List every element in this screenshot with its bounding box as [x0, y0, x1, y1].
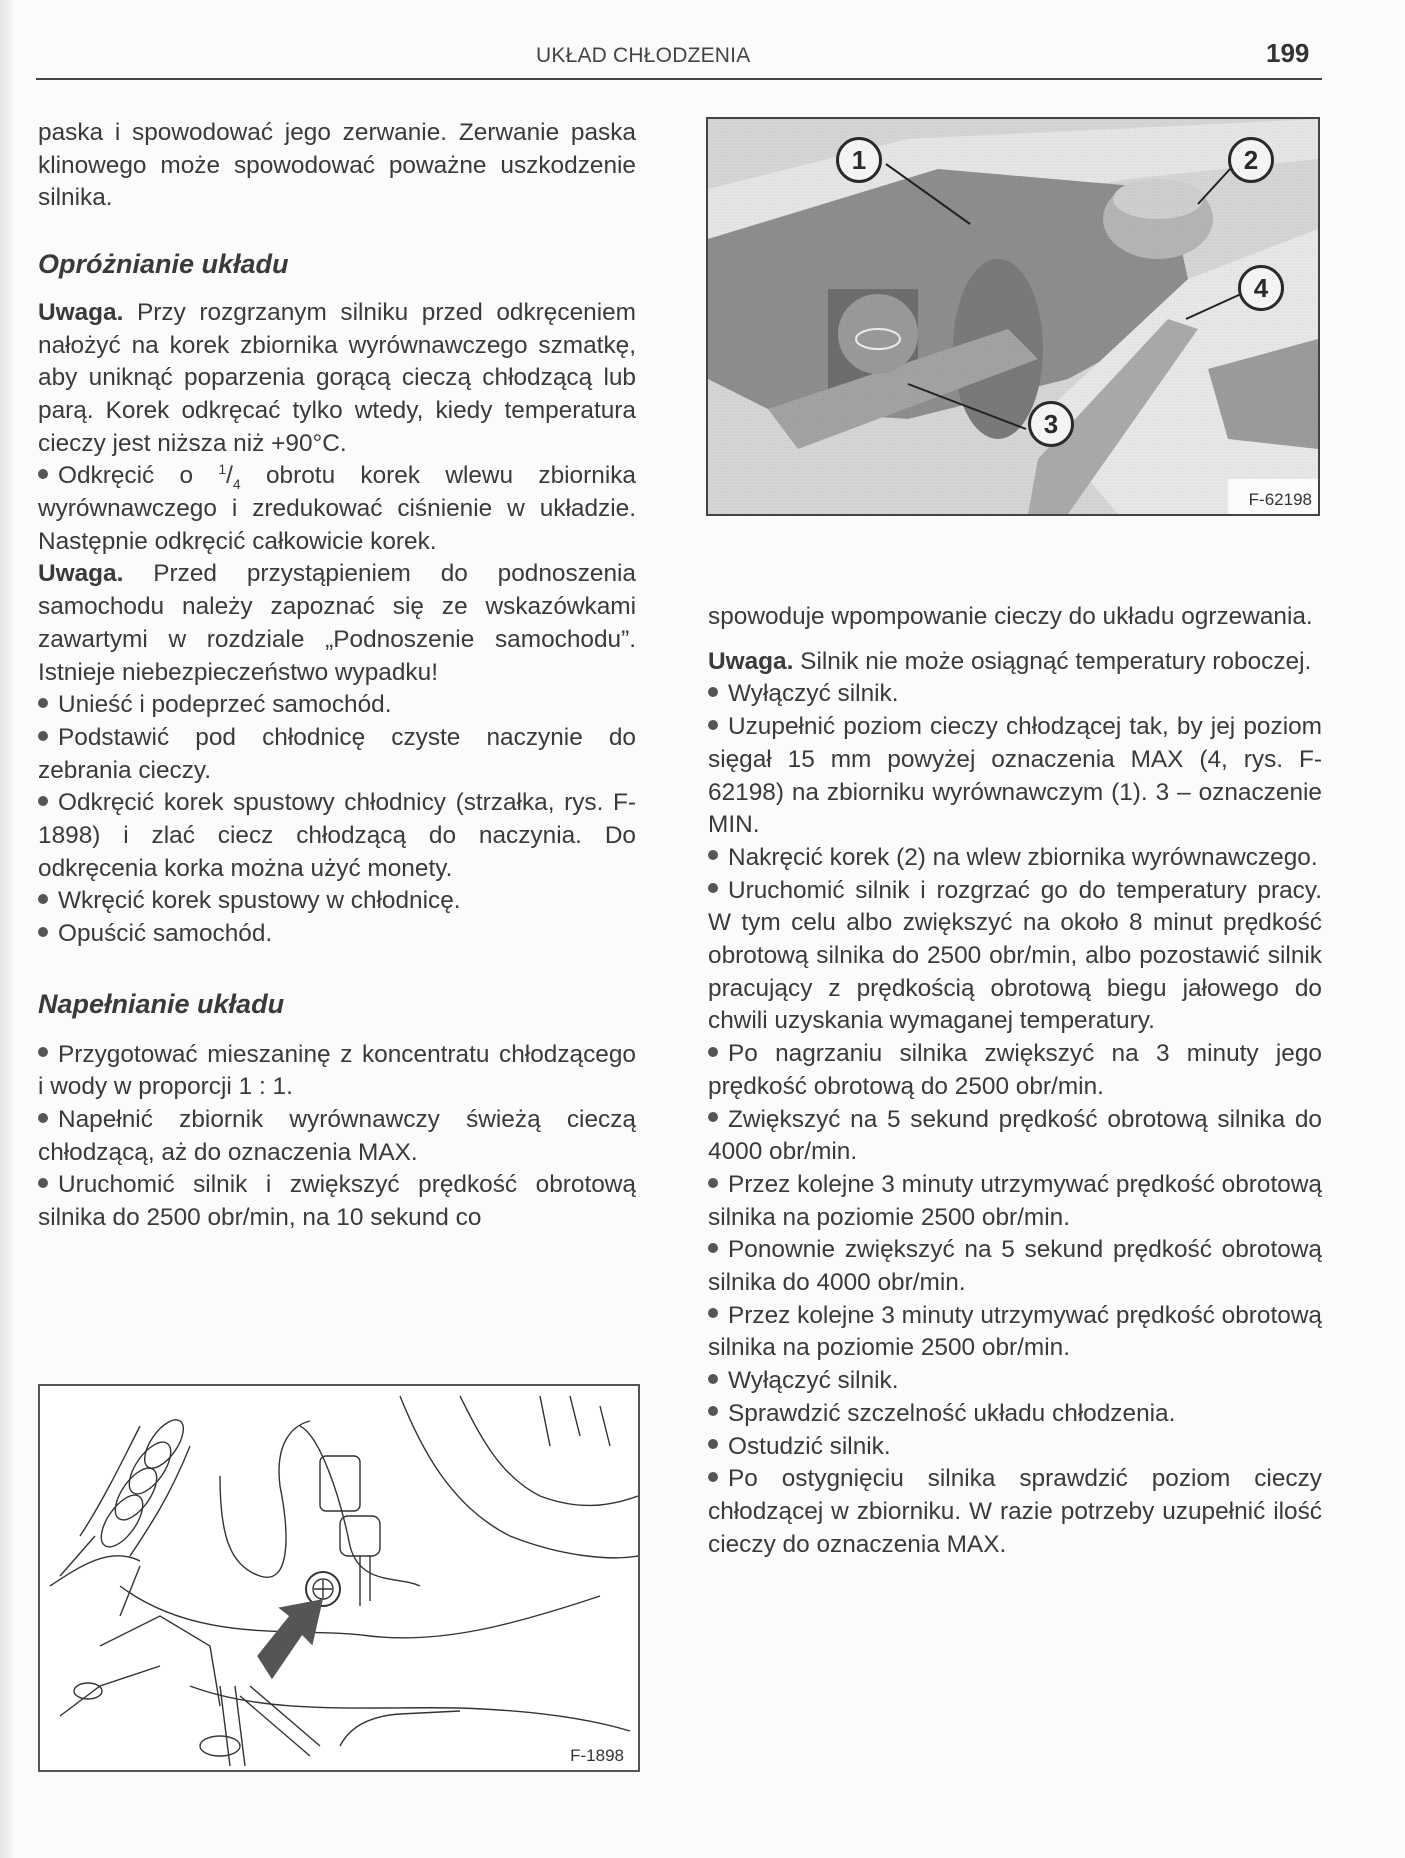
note-text: Silnik nie może osiągnąć temperatury roboczej.	[793, 647, 1312, 675]
page-binding-shadow	[0, 0, 14, 1858]
list-item: Zwiększyć na 5 sekund prędkość obrotową silnika do 4000 obr/min.	[708, 1105, 1322, 1166]
note-text: Przy rozgrzanym silniku przed odkręceniem nałożyć na korek zbiornika wyrównawczego szmatkę, aby uniknąć poparzenia gorącą cieczą chłodzącą lub parą. Korek odkręcać tylko wtedy, kiedy temperatura cieczy jest niższa niż +90°C.	[38, 298, 636, 457]
bullet-icon	[708, 720, 718, 730]
callout-2: 2	[1228, 137, 1274, 183]
callout-4: 4	[1238, 265, 1284, 311]
arrow-icon	[258, 1600, 322, 1678]
note-text: Przed przystąpieniem do podnoszenia samochodu należy zapoznać się ze wskazówkami zawartymi w rozdziale „Podnoszenie samochodu”. Istnieje niebezpieczeństwo wypadku!	[38, 560, 636, 686]
callout-1: 1	[836, 137, 882, 183]
note-lifting	[38, 558, 636, 689]
header-rule	[36, 78, 1322, 80]
drain-plug-icon	[306, 1556, 370, 1606]
fill-steps-list	[38, 1039, 636, 1235]
bullet-icon	[708, 1439, 718, 1449]
note-label: Uwaga.	[38, 298, 124, 326]
bullet-icon	[38, 731, 48, 741]
bullet-icon	[708, 1472, 718, 1482]
list-item: Ponownie zwiększyć na 5 sekund prędkość obrotową silnika do 4000 obr/min.	[708, 1236, 1322, 1297]
callout-3: 3	[1028, 401, 1074, 447]
bullet-icon	[708, 883, 718, 893]
note-label: Uwaga.	[708, 647, 794, 675]
list-item: Napełnić zbiornik wyrównawczy świeżą cieczą chłodzącą, aż do oznaczenia MAX.	[38, 1105, 636, 1166]
note-temperature	[708, 646, 1322, 679]
shape-radiator-pipe	[120, 1586, 630, 1731]
list-item: Uzupełnić poziom cieczy chłodzącej tak, by jej poziom sięgał 15 mm powyżej oznaczenia MAX (4, rys. F-62198) na zbiorniku wyrównawczym (1). 3 – oznaczenie MIN.	[708, 713, 1322, 839]
page-number: 199	[1266, 38, 1310, 68]
list-item: Podstawić pod chłodnicę czyste naczynie do zebrania cieczy.	[38, 723, 636, 784]
list-item: Po ostygnięciu silnika sprawdzić poziom cieczy chłodzącej w zbiorniku. W razie potrzeby uzupełnić ilość cieczy do oznaczenia MAX.	[708, 1465, 1322, 1558]
left-column	[38, 117, 636, 1235]
note-label: Uwaga.	[38, 560, 124, 588]
bullet-icon	[38, 1178, 48, 1188]
intro-paragraph: paska i spowodować jego zerwanie. Zerwanie paska klinowego może spowodować poważne uszkodzenie silnika.	[38, 119, 636, 212]
continuation-paragraph: spowoduje wpompowanie cieczy do układu ogrzewania.	[708, 603, 1313, 630]
list-item: Wyłączyć silnik.	[708, 678, 1322, 711]
list-item: Nakręcić korek (2) na wlew zbiornika wyrównawczego.	[708, 842, 1322, 875]
bullet-icon	[708, 1112, 718, 1122]
step-quarter-turn: Odkręcić o $^1/_4$ obrotu korek wlewu zbiornika wyrównawczego i zredukować ciśnienie w układzie. Następnie odkręcić całkowicie korek.	[38, 461, 636, 555]
bullet-icon	[708, 850, 718, 860]
list-item: Wyłączyć silnik.	[708, 1365, 1322, 1398]
bullet-icon	[708, 1374, 718, 1384]
figure-expansion-tank-photo	[706, 117, 1320, 516]
bullet-icon	[708, 1047, 718, 1057]
list-item: Opuścić samochód.	[38, 918, 636, 951]
list-item: Sprawdzić szczelność układu chłodzenia.	[708, 1398, 1322, 1431]
figure-label: F-62198	[1248, 490, 1312, 509]
section-heading-draining: Opróżnianie układu	[38, 249, 289, 280]
bullet-icon	[708, 1178, 718, 1188]
list-item: Uruchomić silnik i rozgrzać go do temperatury pracy. W tym celu albo zwiększyć na około 8 minut prędkość obrotową silnika do 2500 obr/min, albo pozostawić silnik pracujący z prędkością obrotową biegu jałowego do chwili uzyskania wymaganej temperatury.	[708, 876, 1322, 1035]
photo-illustration	[708, 119, 1318, 514]
bullet-icon	[708, 687, 718, 697]
bullet-icon	[38, 698, 48, 708]
note-hot-engine	[38, 297, 636, 461]
figure-radiator-drain-drawing	[38, 1384, 640, 1772]
list-item: Przygotować mieszaninę z koncentratu chłodzącego i wody w proporcji 1 : 1.	[38, 1040, 636, 1101]
line-drawing	[40, 1386, 638, 1770]
running-head: UKŁAD CHŁODZENIA	[536, 44, 751, 67]
list-item: Unieść i podeprzeć samochód.	[38, 689, 636, 722]
bullet-icon	[708, 1406, 718, 1416]
bullet-icon	[38, 1113, 48, 1123]
bullet-icon	[708, 1243, 718, 1253]
right-column	[708, 601, 1322, 1561]
list-item: Ostudzić silnik.	[708, 1431, 1322, 1464]
bullet-icon	[38, 894, 48, 904]
list-item: Wkręcić korek spustowy w chłodnicę.	[38, 885, 636, 918]
list-item: Odkręcić korek spustowy chłodnicy (strzałka, rys. F-1898) i zlać ciecz chłodzącą do naczynia. Do odkręcenia korka można użyć monety.	[38, 789, 636, 882]
bullet-icon	[38, 469, 48, 479]
bullet-icon	[38, 1047, 48, 1057]
refill-steps-list	[708, 678, 1322, 1561]
bullet-icon	[38, 796, 48, 806]
list-item: Przez kolejne 3 minuty utrzymywać prędkość obrotową silnika na poziomie 2500 obr/min.	[708, 1170, 1322, 1231]
bullet-icon	[708, 1308, 718, 1318]
list-item: Przez kolejne 3 minuty utrzymywać prędkość obrotową silnika na poziomie 2500 obr/min.	[708, 1301, 1322, 1362]
section-heading-filling: Napełnianie układu	[38, 988, 285, 1019]
shape-upper-hoses	[220, 1396, 638, 1586]
list-item: Uruchomić silnik i zwiększyć prędkość obrotową silnika do 2500 obr/min, na 10 sekund co	[38, 1171, 636, 1232]
list-item: Po nagrzaniu silnika zwiększyć na 3 minuty jego prędkość obrotową do 2500 obr/min.	[708, 1040, 1322, 1100]
figure-label: F-1898	[570, 1746, 624, 1765]
drain-steps-list	[38, 689, 636, 951]
bullet-icon	[38, 927, 48, 937]
